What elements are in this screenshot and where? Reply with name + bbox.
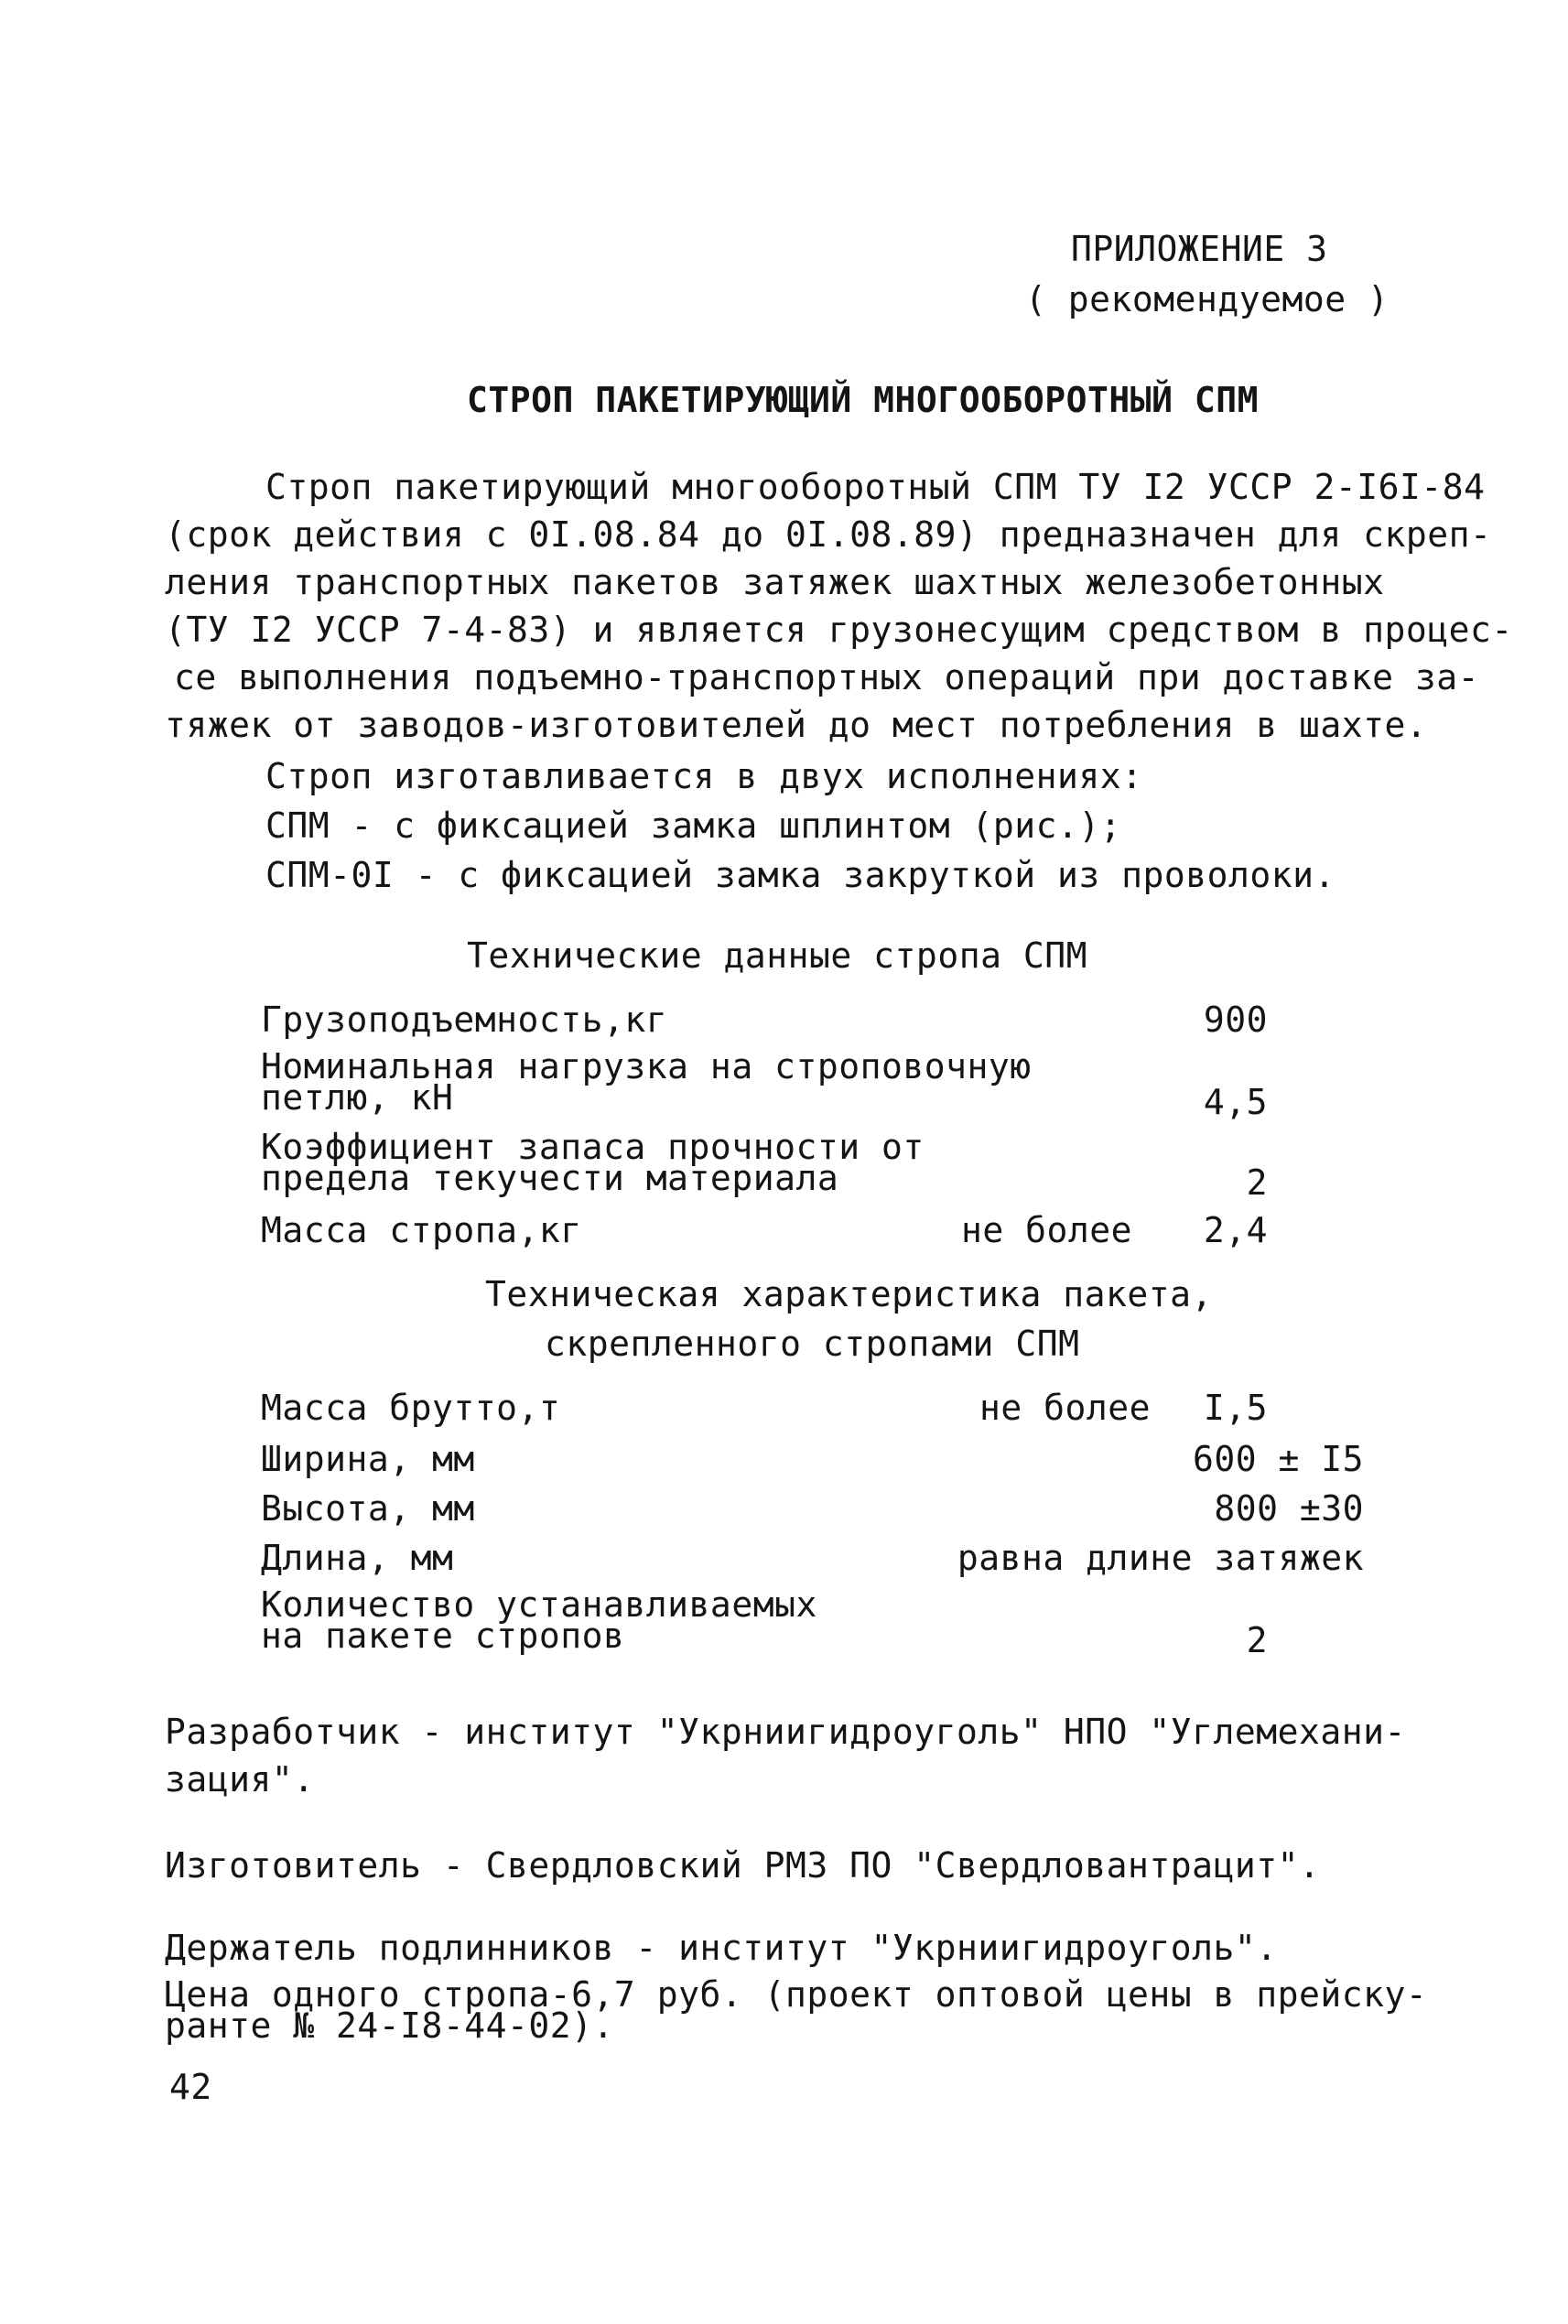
version-spm-01: СПМ-0I - с фиксацией замка закруткой из проволоки.: [265, 855, 1336, 895]
tech-data-heading: Технические данные стропа СПМ: [467, 935, 1087, 976]
holder-line: Держатель подлинников - институт "Укрниигидроуголь".: [165, 1928, 1278, 1968]
package-row-label: Масса брутто,т: [261, 1388, 561, 1428]
intro-line-3: ления транспортных пакетов затяжек шахтных железобетонных: [165, 562, 1385, 602]
package-row-label: Количество устанавливаемых на пакете стропов: [261, 1584, 817, 1656]
intro-line-1: Строп пакетирующий многооборотный СПМ ТУ I2 УССР 2-I6I-84: [265, 467, 1486, 507]
price-line-1: Цена одного стропа-6,7 руб. (проект оптовой цены в прейску-: [165, 1974, 1428, 2015]
tech-row-label: Масса стропа,кг: [261, 1210, 582, 1250]
version-spm: СПМ - с фиксацией замка шплинтом (рис.);: [265, 805, 1122, 846]
package-row-value: 800 ±30: [1214, 1488, 1364, 1529]
versions-intro: Строп изготавливается в двух исполнениях:: [265, 756, 1143, 796]
package-row-value: 2: [1246, 1620, 1268, 1660]
tech-row-label: Номинальная нагрузка на строповочную петлю, кН: [261, 1046, 1032, 1118]
package-row-qualifier: не более: [979, 1388, 1152, 1428]
package-row-value: равна длине затяжек: [957, 1538, 1364, 1578]
package-row-label: Высота, мм: [261, 1488, 475, 1529]
developer-line-2: зация".: [165, 1759, 315, 1800]
intro-line-6: тяжек от заводов-изготовителей до мест потребления в шахте.: [165, 705, 1428, 745]
price-line-2: ранте № 24-I8-44-02).: [165, 2005, 614, 2046]
tech-row-label: Коэффициент запаса прочности от предела текучести материала: [261, 1127, 925, 1198]
package-heading-line-2: скрепленного стропами СПМ: [545, 1324, 1080, 1364]
intro-line-4: (ТУ I2 УССР 7-4-83) и является грузонесущим средством в процес-: [165, 610, 1513, 650]
tech-row-value: 4,5: [1203, 1082, 1268, 1122]
tech-row-qualifier: не более: [961, 1210, 1133, 1250]
intro-line-2: (срок действия с 0I.08.84 до 0I.08.89) предназначен для скреп-: [165, 514, 1492, 555]
appendix-subtitle: ( рекомендуемое ): [1025, 279, 1390, 319]
package-row-label: Длина, мм: [261, 1538, 454, 1578]
manufacturer-line: Изготовитель - Свердловский РМЗ ПО "Свердловантрацит".: [165, 1845, 1321, 1886]
main-title: СТРОП ПАКЕТИРУЮЩИЙ МНОГООБОРОТНЫЙ СПМ: [467, 380, 1259, 420]
developer-line-1: Разработчик - институт "Укрниигидроуголь" НПО "Углемехани-: [165, 1712, 1406, 1752]
appendix-title: ПРИЛОЖЕНИЕ 3: [1071, 229, 1328, 269]
package-row-label: Ширина, мм: [261, 1439, 475, 1479]
tech-row-value: 2,4: [1203, 1210, 1268, 1250]
intro-line-5: се выполнения подъемно-транспортных операций при доставке за-: [174, 657, 1480, 697]
tech-row-value: 2: [1246, 1162, 1268, 1203]
tech-row-label: Грузоподъемность,кг: [261, 1000, 668, 1040]
tech-row-value: 900: [1203, 1000, 1268, 1040]
package-row-value: 600 ± I5: [1192, 1439, 1364, 1479]
package-row-value: I,5: [1203, 1388, 1268, 1428]
page-number: 42: [169, 2067, 212, 2107]
package-heading-line-1: Техническая характеристика пакета,: [485, 1274, 1213, 1314]
